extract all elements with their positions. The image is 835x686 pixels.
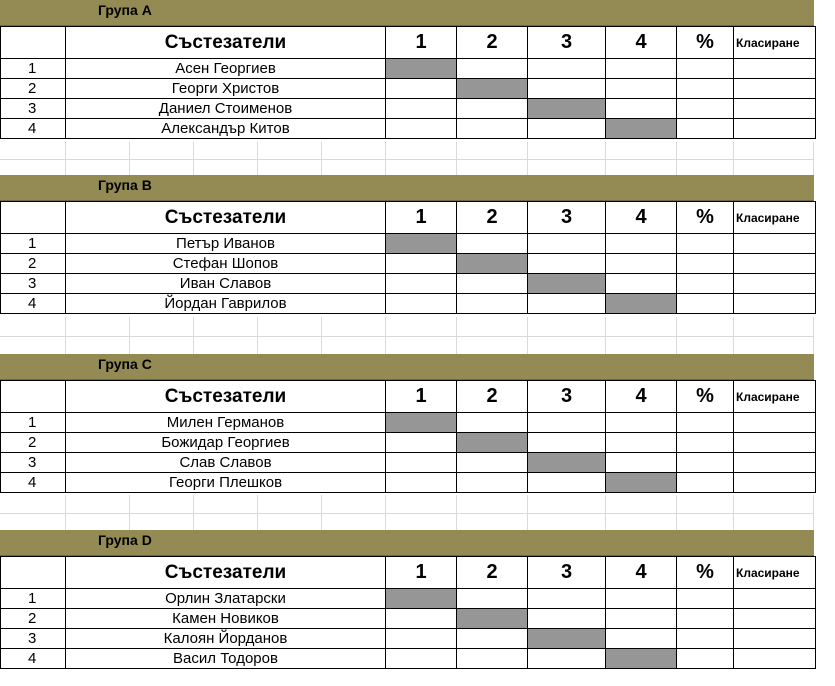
row-index[interactable]: 1 — [1, 589, 66, 609]
score-cell[interactable] — [606, 59, 677, 79]
ranking-cell[interactable] — [734, 629, 816, 649]
percent-cell[interactable] — [677, 433, 734, 453]
row-index[interactable]: 3 — [1, 99, 66, 119]
table-row — [1, 234, 816, 254]
header-ranking[interactable]: Класиране — [734, 557, 816, 589]
row-index[interactable]: 1 — [1, 234, 66, 254]
row-index[interactable]: 2 — [1, 79, 66, 99]
contestant-name[interactable]: Слав Славов — [66, 453, 386, 473]
contestant-name[interactable]: Иван Славов — [66, 274, 386, 294]
row-index[interactable]: 2 — [1, 254, 66, 274]
diagonal-cell[interactable] — [386, 413, 457, 433]
table-row — [1, 254, 816, 274]
ranking-cell[interactable] — [734, 119, 816, 139]
empty-grid-area — [0, 142, 814, 175]
table-row — [1, 413, 816, 433]
header-opponent-3[interactable]: 3 — [528, 27, 606, 59]
score-cell[interactable] — [606, 274, 677, 294]
table-header-row — [1, 202, 816, 234]
score-cell[interactable] — [606, 254, 677, 274]
header-opponent-4[interactable]: 4 — [606, 202, 677, 234]
score-cell[interactable] — [457, 234, 528, 254]
row-index[interactable]: 4 — [1, 294, 66, 314]
ranking-cell[interactable] — [734, 59, 816, 79]
score-cell[interactable] — [386, 274, 457, 294]
percent-cell[interactable] — [677, 119, 734, 139]
percent-cell[interactable] — [677, 609, 734, 629]
header-opponent-1[interactable]: 1 — [386, 381, 457, 413]
header-cell-blank[interactable] — [1, 557, 66, 589]
score-cell[interactable] — [457, 629, 528, 649]
header-opponent-1[interactable]: 1 — [386, 202, 457, 234]
header-opponent-3[interactable]: 3 — [528, 557, 606, 589]
group-header-band — [0, 354, 814, 380]
contestant-name[interactable]: Васил Тодоров — [66, 649, 386, 669]
ranking-cell[interactable] — [734, 413, 816, 433]
ranking-cell[interactable] — [734, 589, 816, 609]
group-header-band — [0, 530, 814, 556]
score-cell[interactable] — [606, 629, 677, 649]
table-row — [1, 59, 816, 79]
diagonal-cell[interactable] — [457, 254, 528, 274]
row-index[interactable]: 4 — [1, 473, 66, 493]
contestant-name[interactable]: Йордан Гаврилов — [66, 294, 386, 314]
score-cell[interactable] — [457, 119, 528, 139]
score-cell[interactable] — [386, 294, 457, 314]
group-title: Група B — [98, 177, 152, 193]
diagonal-cell[interactable] — [528, 99, 606, 119]
contestant-name[interactable]: Стефан Шопов — [66, 254, 386, 274]
score-cell[interactable] — [386, 609, 457, 629]
score-cell[interactable] — [528, 433, 606, 453]
percent-cell[interactable] — [677, 79, 734, 99]
header-opponent-2[interactable]: 2 — [457, 381, 528, 413]
ranking-cell[interactable] — [734, 294, 816, 314]
score-cell[interactable] — [528, 234, 606, 254]
score-cell[interactable] — [386, 433, 457, 453]
header-opponent-4[interactable]: 4 — [606, 381, 677, 413]
percent-cell[interactable] — [677, 589, 734, 609]
row-index[interactable]: 4 — [1, 119, 66, 139]
group-title: Група A — [98, 2, 152, 18]
header-percent[interactable]: % — [677, 202, 734, 234]
score-cell[interactable] — [457, 589, 528, 609]
percent-cell[interactable] — [677, 649, 734, 669]
table-row — [1, 79, 816, 99]
ranking-cell[interactable] — [734, 649, 816, 669]
group-header-band — [0, 175, 814, 201]
table-row — [1, 294, 816, 314]
header-ranking[interactable]: Класиране — [734, 381, 816, 413]
percent-cell[interactable] — [677, 453, 734, 473]
row-index[interactable]: 3 — [1, 274, 66, 294]
percent-cell[interactable] — [677, 473, 734, 493]
percent-cell[interactable] — [677, 274, 734, 294]
score-cell[interactable] — [606, 99, 677, 119]
diagonal-cell[interactable] — [457, 79, 528, 99]
score-cell[interactable] — [528, 413, 606, 433]
diagonal-cell[interactable] — [606, 473, 677, 493]
table-row — [1, 119, 816, 139]
header-opponent-4[interactable]: 4 — [606, 557, 677, 589]
score-cell[interactable] — [386, 79, 457, 99]
ranking-cell[interactable] — [734, 79, 816, 99]
ranking-cell[interactable] — [734, 99, 816, 119]
empty-grid-area — [0, 317, 814, 354]
contestant-name[interactable]: Милен Германов — [66, 413, 386, 433]
row-index[interactable]: 4 — [1, 649, 66, 669]
header-ranking[interactable]: Класиране — [734, 27, 816, 59]
header-opponent-1[interactable]: 1 — [386, 27, 457, 59]
score-cell[interactable] — [606, 79, 677, 99]
contestant-name[interactable]: Асен Георгиев — [66, 59, 386, 79]
group-table — [0, 201, 816, 314]
score-cell[interactable] — [528, 294, 606, 314]
score-cell[interactable] — [606, 453, 677, 473]
table-row — [1, 589, 816, 609]
percent-cell[interactable] — [677, 59, 734, 79]
percent-cell[interactable] — [677, 294, 734, 314]
row-index[interactable]: 1 — [1, 413, 66, 433]
header-percent[interactable]: % — [677, 381, 734, 413]
score-cell[interactable] — [457, 99, 528, 119]
row-index[interactable]: 1 — [1, 59, 66, 79]
diagonal-cell[interactable] — [528, 629, 606, 649]
group-title: Група C — [98, 356, 152, 372]
contestant-name[interactable]: Калоян Йорданов — [66, 629, 386, 649]
header-contestants[interactable]: Състезатели — [66, 27, 386, 59]
table-row — [1, 649, 816, 669]
header-contestants[interactable]: Състезатели — [66, 381, 386, 413]
score-cell[interactable] — [386, 99, 457, 119]
contestant-name[interactable]: Орлин Златарски — [66, 589, 386, 609]
diagonal-cell[interactable] — [528, 453, 606, 473]
score-cell[interactable] — [528, 589, 606, 609]
diagonal-cell[interactable] — [606, 294, 677, 314]
ranking-cell[interactable] — [734, 254, 816, 274]
percent-cell[interactable] — [677, 629, 734, 649]
table-header-row — [1, 557, 816, 589]
header-cell-blank[interactable] — [1, 202, 66, 234]
score-cell[interactable] — [528, 649, 606, 669]
table-row — [1, 433, 816, 453]
header-contestants[interactable]: Състезатели — [66, 557, 386, 589]
ranking-cell[interactable] — [734, 274, 816, 294]
header-percent[interactable]: % — [677, 27, 734, 59]
percent-cell[interactable] — [677, 413, 734, 433]
score-cell[interactable] — [457, 649, 528, 669]
header-opponent-2[interactable]: 2 — [457, 557, 528, 589]
score-cell[interactable] — [528, 609, 606, 629]
score-cell[interactable] — [528, 59, 606, 79]
row-index[interactable]: 2 — [1, 609, 66, 629]
score-cell[interactable] — [606, 589, 677, 609]
contestant-name[interactable]: Петър Иванов — [66, 234, 386, 254]
diagonal-cell[interactable] — [457, 433, 528, 453]
percent-cell[interactable] — [677, 254, 734, 274]
contestant-name[interactable]: Камен Новиков — [66, 609, 386, 629]
table-row — [1, 99, 816, 119]
table-header-row — [1, 27, 816, 59]
score-cell[interactable] — [386, 473, 457, 493]
group-table — [0, 556, 816, 669]
row-index[interactable]: 3 — [1, 453, 66, 473]
ranking-cell[interactable] — [734, 234, 816, 254]
table-row — [1, 453, 816, 473]
score-cell[interactable] — [457, 294, 528, 314]
header-cell-blank[interactable] — [1, 381, 66, 413]
header-opponent-4[interactable]: 4 — [606, 27, 677, 59]
score-cell[interactable] — [457, 274, 528, 294]
contestant-name[interactable]: Георги Христов — [66, 79, 386, 99]
score-cell[interactable] — [528, 79, 606, 99]
header-ranking[interactable]: Класиране — [734, 202, 816, 234]
score-cell[interactable] — [386, 629, 457, 649]
score-cell[interactable] — [386, 649, 457, 669]
score-cell[interactable] — [606, 234, 677, 254]
score-cell[interactable] — [457, 413, 528, 433]
contestant-name[interactable]: Даниел Стоименов — [66, 99, 386, 119]
score-cell[interactable] — [528, 254, 606, 274]
table-row — [1, 473, 816, 493]
table-header-row — [1, 381, 816, 413]
diagonal-cell[interactable] — [386, 59, 457, 79]
score-cell[interactable] — [386, 119, 457, 139]
score-cell[interactable] — [457, 453, 528, 473]
score-cell[interactable] — [606, 433, 677, 453]
contestant-name[interactable]: Божидар Георгиев — [66, 433, 386, 453]
score-cell[interactable] — [386, 254, 457, 274]
ranking-cell[interactable] — [734, 453, 816, 473]
diagonal-cell[interactable] — [386, 589, 457, 609]
score-cell[interactable] — [606, 413, 677, 433]
header-opponent-3[interactable]: 3 — [528, 202, 606, 234]
header-opponent-2[interactable]: 2 — [457, 202, 528, 234]
table-row — [1, 629, 816, 649]
table-row — [1, 274, 816, 294]
ranking-cell[interactable] — [734, 473, 816, 493]
empty-grid-area — [0, 495, 814, 530]
score-cell[interactable] — [386, 453, 457, 473]
ranking-cell[interactable] — [734, 433, 816, 453]
score-cell[interactable] — [457, 59, 528, 79]
percent-cell[interactable] — [677, 99, 734, 119]
header-contestants[interactable]: Състезатели — [66, 202, 386, 234]
score-cell[interactable] — [457, 473, 528, 493]
group-table — [0, 380, 816, 493]
header-percent[interactable]: % — [677, 557, 734, 589]
diagonal-cell[interactable] — [457, 609, 528, 629]
table-row — [1, 609, 816, 629]
score-cell[interactable] — [606, 609, 677, 629]
group-header-band — [0, 0, 814, 26]
header-opponent-1[interactable]: 1 — [386, 557, 457, 589]
row-index[interactable]: 2 — [1, 433, 66, 453]
row-index[interactable]: 3 — [1, 629, 66, 649]
diagonal-cell[interactable] — [528, 274, 606, 294]
diagonal-cell[interactable] — [606, 119, 677, 139]
diagonal-cell[interactable] — [606, 649, 677, 669]
header-opponent-3[interactable]: 3 — [528, 381, 606, 413]
contestant-name[interactable]: Георги Плешков — [66, 473, 386, 493]
group-title: Група D — [98, 532, 152, 548]
ranking-cell[interactable] — [734, 609, 816, 629]
header-cell-blank[interactable] — [1, 27, 66, 59]
group-table — [0, 26, 816, 139]
score-cell[interactable] — [528, 119, 606, 139]
percent-cell[interactable] — [677, 234, 734, 254]
header-opponent-2[interactable]: 2 — [457, 27, 528, 59]
contestant-name[interactable]: Александър Китов — [66, 119, 386, 139]
diagonal-cell[interactable] — [386, 234, 457, 254]
score-cell[interactable] — [528, 473, 606, 493]
